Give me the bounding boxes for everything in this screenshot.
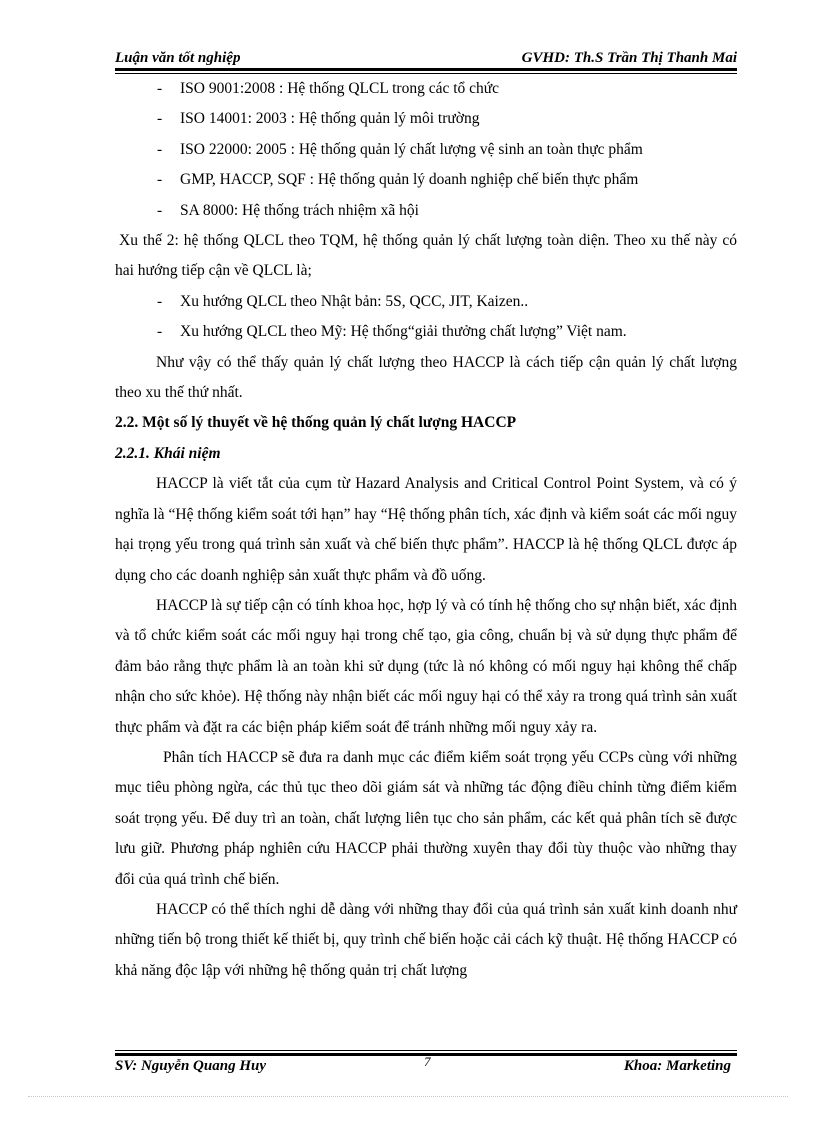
page-bottom-dotted-line [28, 1096, 788, 1097]
list-item-text: ISO 9001:2008 : Hệ thống QLCL trong các tổ chức [180, 80, 500, 97]
list-item-text: SA 8000: Hệ thống trách nhiệm xã hội [180, 201, 419, 219]
list-item [115, 196, 737, 226]
list-item [115, 287, 737, 317]
bullet-dash: - [157, 201, 163, 219]
header-supervisor: GVHD: Th.S Trần Thị Thanh Mai [521, 50, 737, 66]
body-paragraph: HACCP là viết tắt của cụm từ Hazard Analysis and Critical Control Point System, và có ý nghĩa là “Hệ thống kiểm soát tới hạn” hay “Hệ thống phân tích, xác định và kiểm soát các mối nguy hại trọng yếu trong quá trình sản xuất và chế biến thực phẩm”. HACCP là hệ thống QLCL được áp dụng cho các doanh nghiệp sản xuất thực phẩm và đồ uống. [115, 475, 737, 584]
page-body [115, 74, 737, 986]
footer-rule-thin [115, 1050, 737, 1051]
list-item-text: ISO 22000: 2005 : Hệ thống quản lý chất lượng vệ sinh an toàn thực phẩm [180, 140, 643, 158]
trend-2-paragraph: Xu thế 2: hệ thống QLCL theo TQM, hệ thống quản lý chất lượng toàn diện. Theo xu thế này có hai hướng tiếp cận về QLCL là; [115, 232, 737, 280]
list-item [115, 135, 737, 165]
list-item-text: GMP, HACCP, SQF : Hệ thống quản lý doanh nghiệp chế biến thực phẩm [180, 171, 639, 189]
body-paragraph: HACCP là sự tiếp cận có tính khoa học, hợp lý và có tính hệ thống cho sự nhận biết, xác định và tổ chức kiểm soát các mối nguy hại trong chế tạo, gia công, chuẩn bị và sử dụng thực phẩm để đảm bảo rằng thực phẩm là an toàn khi sử dụng (tức là nó không có mối nguy hại không thể chấp nhận cho sức khỏe). Hệ thống này nhận biết các mối nguy hại có thể xảy ra trong quá trình sản xuất thực phẩm và đặt ra các biện pháp kiểm soát để tránh những mối nguy xảy ra. [115, 596, 737, 736]
list-item [115, 165, 737, 195]
bullet-dash: - [157, 171, 163, 189]
section-heading: 2.2. Một số lý thuyết về hệ thống quản lý chất lượng HACCP [115, 414, 517, 432]
footer-student: SV: Nguyễn Quang Huy [115, 1058, 266, 1074]
page-footer [115, 1058, 737, 1078]
page-header [115, 48, 737, 68]
list-item [115, 317, 737, 347]
list-item-text: Xu hướng QLCL theo Mỹ: Hệ thống“giải thưởng chất lượng” Việt nam. [180, 323, 627, 341]
header-thesis-title: Luận văn tốt nghiệp [115, 50, 241, 66]
header-rule-thick [115, 68, 737, 71]
bullet-dash: - [157, 80, 163, 97]
list-item-text: ISO 14001: 2003 : Hệ thống quản lý môi trường [180, 110, 480, 128]
list-item [115, 104, 737, 134]
bullet-dash: - [157, 140, 163, 158]
footer-faculty: Khoa: Marketing [623, 1058, 731, 1074]
page-number: 7 [424, 1054, 431, 1069]
summary-paragraph: Như vậy có thể thấy quản lý chất lượng theo HACCP là cách tiếp cận quản lý chất lượng theo xu thế thứ nhất. [115, 353, 737, 402]
subsection-heading: 2.2.1. Khái niệm [115, 444, 221, 462]
list-item-text: Xu hướng QLCL theo Nhật bản: 5S, QCC, JIT, Kaizen.. [180, 292, 529, 310]
bullet-dash: - [157, 292, 163, 310]
body-paragraph: HACCP có thể thích nghi dễ dàng với những thay đổi của quá trình sản xuất kinh doanh như những tiến bộ trong thiết kế thiết bị, quy trình chế biến hoặc cải cách kỹ thuật. Hệ thống HACCP có khả năng độc lập với những hệ thống quản trị chất lượng [115, 900, 737, 979]
bullet-dash: - [157, 323, 163, 341]
body-paragraph: Phân tích HACCP sẽ đưa ra danh mục các điểm kiểm soát trọng yếu CCPs cùng với những mục tiêu phòng ngừa, các thủ tục theo dõi giám sát và những tác động điều chỉnh từng điểm kiểm soát trọng yếu. Để duy trì an toàn, chất lượng liên tục cho sản phẩm, các kết quả phân tích sẽ được lưu giữ. Phương pháp nghiên cứu HACCP phải thường xuyên thay đổi tùy thuộc vào những thay đổi của quá trình chế biến. [115, 748, 737, 888]
bullet-dash: - [157, 110, 163, 128]
list-item [115, 74, 737, 104]
